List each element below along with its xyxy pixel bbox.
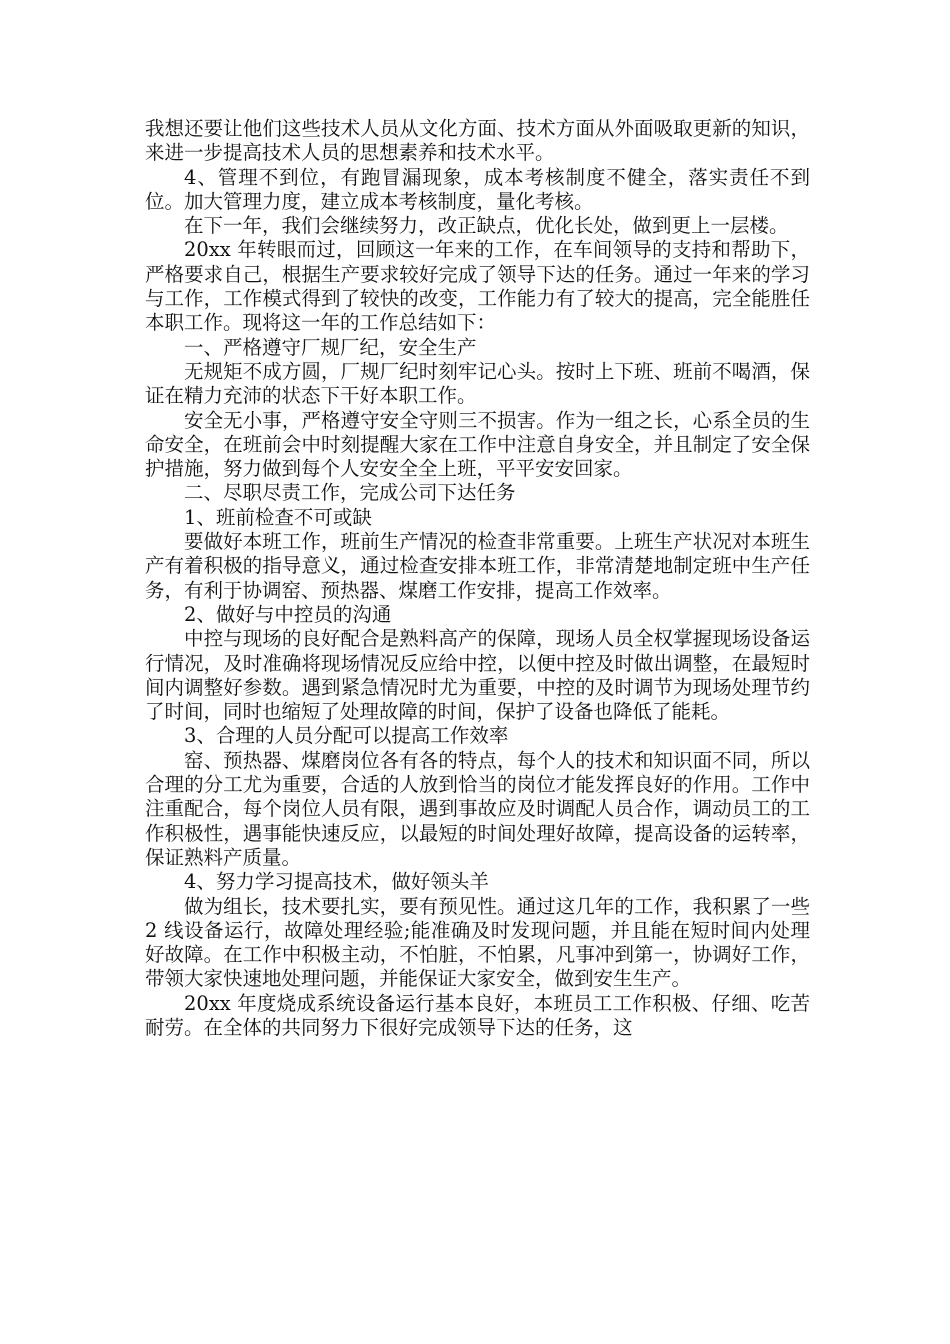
paragraph-17: 20xx 年度烧成系统设备运行基本良好，本班员工工作积极、仔细、吃苦耐劳。在全体的共同努力下很好完成领导下达的任务，这 xyxy=(145,991,810,1039)
section-heading-2: 二、尽职尽责工作，完成公司下达任务 xyxy=(184,481,516,505)
section-heading-1: 一、严格遵守厂规厂纪，安全生产 xyxy=(184,335,477,359)
subheading-1: 1、班前检查不可或缺 xyxy=(184,505,372,529)
subheading-3: 3、合理的人员分配可以提高工作效率 xyxy=(184,724,509,748)
paragraph-12: 中控与现场的良好配合是熟料高产的保障，现场人员全权掌握现场设备运行情况，及时准确将现场情况反应给中控，以便中控及时做出调整，在最短时间内调整好参数。遇到紧急情况时尤为重要，中控的及时调节为现场处理节约了时间，同时也缩短了处理故障的时间，保护了设备也降低了能耗。 xyxy=(145,627,810,724)
paragraph-14: 窑、预热器、煤磨岗位各有各的特点，每个人的技术和知识面不同，所以合理的分工尤为重要，合适的人放到恰当的岗位才能发挥良好的作用。工作中注重配合，每个岗位人员有限，遇到事故应及时调配人员合作，调动员工的工作积极性，遇事能快速反应，以最短的时间处理好故障，提高设备的运转率，保证熟料产质量。 xyxy=(145,748,810,869)
paragraph-6: 无规矩不成方圆，厂规厂纪时刻牢记心头。按时上下班、班前不喝酒，保证在精力充沛的状态下干好本职工作。 xyxy=(145,359,810,408)
paragraph-4: 20xx 年转眼而过，回顾这一年来的工作，在车间领导的支持和帮助下，严格要求自己，根据生产要求较好完成了领导下达的任务。通过一年来的学习与工作，工作模式得到了较快的改变，工作能力有了较大的提高，完全能胜任本职工作。现将这一年的工作总结如下： xyxy=(145,238,810,335)
paragraph-10: 要做好本班工作，班前生产情况的检查非常重要。上班生产状况对本班生产有着积极的指导意义，通过检查安排本班工作，非常清楚地制定班中生产任务，有利于协调窑、预热器、煤磨工作安排，提高工作效率。 xyxy=(145,530,810,602)
paragraph-2: 4、管理不到位，有跑冒漏现象，成本考核制度不健全，落实责任不到位。加大管理力度，建立成本考核制度，量化考核。 xyxy=(145,165,810,213)
subheading-2: 2、做好与中控员的沟通 xyxy=(184,602,392,626)
paragraph-3: 在下一年，我们会继续努力，改正缺点，优化长处，做到更上一层楼。 xyxy=(184,214,789,238)
paragraph-1: 我想还要让他们这些技术人员从文化方面、技术方面从外面吸取更新的知识，来进一步提高技术人员的思想素养和技术水平。 xyxy=(145,117,810,165)
paragraph-16: 做为组长，技术要扎实，要有预见性。通过这几年的工作，我积累了一些 2 线设备运行，故障处理经验;能准确及时发现问题，并且能在短时间内处理好故障。在工作中积极主动，不怕脏，不怕累，凡事冲到第一，协调好工作，带领大家快速地处理问题，并能保证大家安全，做到安生生产。 xyxy=(145,894,810,991)
document-body xyxy=(145,117,810,1040)
subheading-4: 4、努力学习提高技术，做好领头羊 xyxy=(184,870,489,894)
paragraph-7: 安全无小事，严格遵守安全守则三不损害。作为一组之长，心系全员的生命安全，在班前会中时刻提醒大家在工作中注意自身安全，并且制定了安全保护措施，努力做到每个人安安全全上班，平平安安回家。 xyxy=(145,408,810,481)
